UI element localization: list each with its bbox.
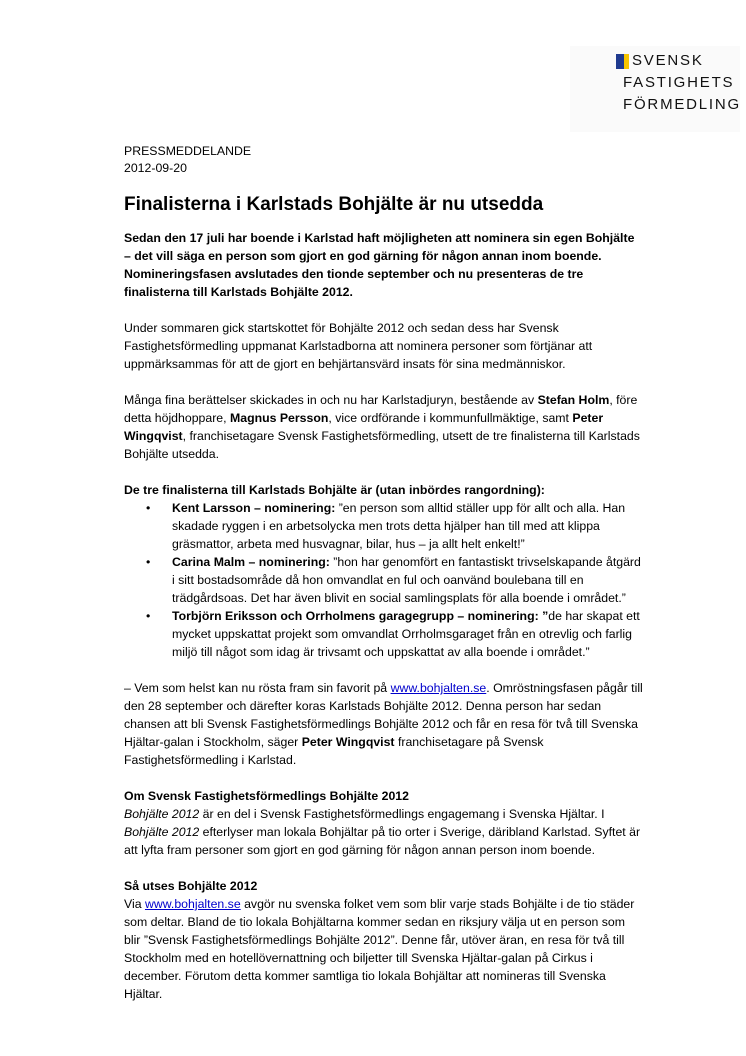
jury-member-1: Stefan Holm — [537, 393, 610, 407]
jury-text-3: , vice ordförande i kommunfullmäktige, samt — [328, 411, 573, 425]
logo-line-2: FASTIGHETS — [623, 74, 735, 91]
about-text-2: efterlyser man lokala Bohjältar på tio orter i Sverige, däribland Karlstad. Syftet är att lyfta fram personer som gjort en god gärning för någon annan person inom boende. — [124, 825, 641, 857]
how-paragraph — [124, 895, 644, 1003]
finalist-quote: ”en person som alltid ställer upp för allt och alla. Han skadade ryggen i en arbetsolycka men trots detta hjälper han till med att klippa gräsmattor, arbeta med husvagnar, bilar, hus – ja allt helt enkelt!” — [172, 501, 626, 551]
vote-speaker: Peter Wingqvist — [301, 735, 395, 749]
finalist-name: Torbjörn Eriksson och Orrholmens garagegrupp – nominering: ” — [172, 609, 549, 623]
how-heading: Så utses Bohjälte 2012 — [124, 879, 258, 893]
finalist-quote: de har skapat ett mycket uppskattat projekt som omvandlat Orrholmsgaraget från en otrevlig och farlig miljö till något som idag är trivsamt och uppskattat av alla boende i området.” — [172, 609, 640, 659]
bohjalten-link-2[interactable]: www.bohjalten.se — [144, 897, 241, 911]
logo-line-1: SVENSK — [632, 52, 704, 69]
release-date: 2012-09-20 — [124, 161, 187, 175]
press-release-body — [124, 143, 644, 1003]
bohjalten-link[interactable]: www.bohjalten.se — [390, 681, 487, 695]
finalist-quote: ”hon har genomfört en fantastiskt trivselskapande åtgärd i sitt bostadsområde då hon omvandlat en ful och oanvänd boulebana till en trädgårdsoas. Det har även blivit en social samlingsplats för alla boende i området.” — [172, 555, 641, 605]
page-title: Finalisterna i Karlstads Bohjälte är nu utsedda — [124, 194, 544, 215]
logo-line-3: FÖRMEDLING — [623, 96, 742, 113]
finalists-heading: De tre finalisterna till Karlstads Bohjälte är (utan inbördes rangordning): — [124, 483, 545, 497]
list-item — [124, 499, 644, 553]
finalist-name: Kent Larsson – nominering: — [172, 501, 336, 515]
vote-text-1: – Vem som helst kan nu rösta fram sin favorit på — [124, 681, 391, 695]
about-italic-2: Bohjälte 2012 — [124, 825, 200, 839]
about-text-1: är en del i Svensk Fastighetsförmedlings engagemang i Svenska Hjältar. I — [199, 807, 605, 821]
about-heading: Om Svensk Fastighetsförmedlings Bohjälte 2012 — [124, 789, 409, 803]
jury-text-4: , franchisetagare Svensk Fastighetsförmedling, utsett de tre finalisterna till Karlstads Bohjälte utsedda. — [124, 429, 640, 461]
about-paragraph — [124, 805, 644, 859]
jury-member-2: Magnus Persson — [229, 411, 329, 425]
finalist-name: Carina Malm – nominering: — [172, 555, 330, 569]
finalists-list — [124, 499, 644, 661]
jury-text-1: Många fina berättelser skickades in och nu har Karlstadjuryn, bestående av — [124, 393, 538, 407]
list-item — [124, 553, 644, 607]
how-text-2: avgör nu svenska folket vem som blir varje stads Bohjälte i de tio städer som deltar. Bland de tio lokala Bohjältarna kommer sedan en riksjury välja ut en person som blir ”Svensk Fastighetsförmedlings Bohjälte 2012”. Denne får, utöver äran, en resa för två till Stockholm med en hotellövernattning och biljetter till Svenska Hjältar-galan på Cirkus i december. Förutom detta kommer samtliga tio lokala Bohjältar att nomineras till Svenska Hjältar. — [124, 897, 635, 1001]
vote-text-2: . Omröstningsfasen pågår till den 28 september och därefter koras Karlstads Bohjälte 2012. Denna person har sedan chansen att bli Svensk Fastighetsförmedlings Bohjälte 2012 och får en resa för två till Svenska Hjältar-galan i Stockholm, säger — [124, 681, 643, 749]
swedish-flag-icon — [616, 54, 629, 69]
paragraph-jury — [124, 391, 644, 463]
vote-text-3: franchisetagare på Svensk Fastighetsförmedling i Karlstad. — [124, 735, 544, 767]
company-logo — [570, 46, 740, 132]
document-type: PRESSMEDDELANDE — [124, 144, 252, 158]
how-text-1: Via — [124, 897, 145, 911]
list-item — [124, 607, 644, 661]
about-italic-1: Bohjälte 2012 — [124, 807, 200, 821]
lead-paragraph: Sedan den 17 juli har boende i Karlstad haft möjligheten att nominera sin egen Bohjälte – det vill säga en person som gjort en god gärning för någon annan inom boende. Nomineringsfasen avslutades den tionde september och nu presenteras de tre finalisterna till Karlstads Bohjälte 2012. — [124, 231, 635, 299]
paragraph-summer: Under sommaren gick startskottet för Bohjälte 2012 och sedan dess har Svensk Fastighetsförmedling uppmanat Karlstadborna att nominera personer som förtjänar att uppmärksammas för att de gjort en behjärtansvärd insats för sina medmänniskor. — [124, 321, 593, 371]
paragraph-vote — [124, 679, 644, 769]
jury-member-3: Peter Wingqvist — [124, 411, 604, 443]
jury-text-2: , före detta höjdhoppare, — [124, 393, 638, 425]
